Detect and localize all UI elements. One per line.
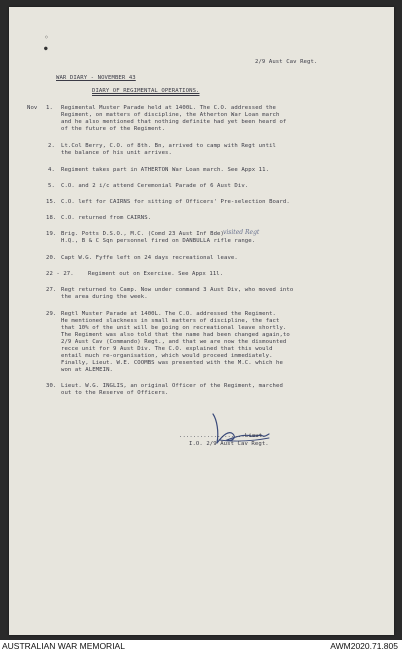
unit-header: 2/9 Aust Cav Regt. xyxy=(255,59,318,65)
footer-accession-number: AWM2020.71.805 xyxy=(330,641,398,651)
entry-day: 2. xyxy=(48,143,55,149)
entry-line: 2/9 Aust Cav (Commando) Regt., and that we are now the dismounted xyxy=(61,339,287,345)
signature-unit: I.O. 2/9 Aust Cav Regt. xyxy=(189,441,269,447)
entry-line: the area during the week. xyxy=(61,294,148,300)
entry-line: out to the Reserve of Officers. xyxy=(61,390,169,396)
entry-day: 1. xyxy=(46,105,53,111)
entry-line: The Regiment was also told that the name had been changed again,to xyxy=(61,332,290,338)
entry-day: 30. xyxy=(46,383,57,389)
entry-day: 29. xyxy=(46,311,57,317)
signature-line: ...................Lieut. xyxy=(179,433,266,439)
entry-line: He mentioned slackness in small matters of discipline, the fact xyxy=(61,318,280,324)
entry-line: Regiment, on matters of discipline, the Atherton War Loan march xyxy=(61,112,280,118)
punch-mark: ● xyxy=(44,45,48,52)
entry-line: Regiment takes part in ATHERTON War Loan march. See Appx 11. xyxy=(61,167,270,173)
war-diary-title: WAR DIARY - NOVEMBER 43 xyxy=(56,75,136,81)
entry-day: 27. xyxy=(46,287,57,293)
entry-line: and he also mentioned that nothing definite had yet been heard of xyxy=(61,119,287,125)
entry-line: Lt.Col Berry, C.O. of 8th. Bn, arrived to camp with Regt until xyxy=(61,143,276,149)
entry-day: 20. xyxy=(46,255,57,261)
entry-line: Regtl Muster Parade at 1400L. The C.O. addressed the Regiment. xyxy=(61,311,276,317)
entry-line: recce unit for 9 Aust Div. The C.O. explained that this would xyxy=(61,346,273,352)
diary-heading: DIARY OF REGIMENTAL OPERATIONS. xyxy=(92,88,200,94)
handwritten-annotation: visited Regt xyxy=(223,229,260,236)
entry-line: C.O. returned from CAIRNS. xyxy=(61,215,152,221)
entry-day: 18. xyxy=(46,215,57,221)
entry-line: that 10% of the unit will be going on recreational leave shortly. xyxy=(61,325,287,331)
footer-institution: AUSTRALIAN WAR MEMORIAL xyxy=(2,641,125,651)
entry-day: 5. xyxy=(48,183,55,189)
entry-day: 19. xyxy=(46,231,57,237)
entry-line: Lieut. W.G. INGLIS, an original Officer of the Regiment, marched xyxy=(61,383,283,389)
entry-day: 4. xyxy=(48,167,55,173)
entry-line: H.Q., B & C Sqn personnel fired on DANBULLA rifle range. xyxy=(61,238,256,244)
month-label: Nov xyxy=(27,105,38,111)
entry-line: Capt W.G. Fyffe left on 24 days recreational leave. xyxy=(61,255,238,261)
entry-line: C.O. and 2 i/c attend Ceremonial Parade of 6 Aust Div. xyxy=(61,183,249,189)
entry-line: won at ALEMEIN. xyxy=(61,367,114,373)
entry-line: Finally, Lieut. W.E. COOMBS was presented with the M.C. which he xyxy=(61,360,283,366)
entry-line: the balance of his unit arrives. xyxy=(61,150,172,156)
entry-line: Regimental Muster Parade held at 1400L. The C.O. addressed the xyxy=(61,105,276,111)
entry-day: 22 - 27. xyxy=(46,271,74,277)
document-page xyxy=(9,7,394,635)
entry-line: entail much re-organisation, which would proceed immediately. xyxy=(61,353,273,359)
punch-mark: ◦ xyxy=(44,33,49,42)
entry-line: of the future of the Regiment. xyxy=(61,126,166,132)
entry-line: Regt returned to Camp. Now under command 3 Aust Div, who moved into xyxy=(61,287,294,293)
entry-line: C.O. left for CAIRNS for sitting of Officers' Pre-selection Board. xyxy=(61,199,290,205)
entry-day: 15. xyxy=(46,199,57,205)
entry-line: Brig. Potts D.S.O., M.C. (Comd 23 Aust Inf Bde) xyxy=(61,231,224,237)
entry-line: Regiment out on Exercise. See Appx 11l. xyxy=(88,271,224,277)
